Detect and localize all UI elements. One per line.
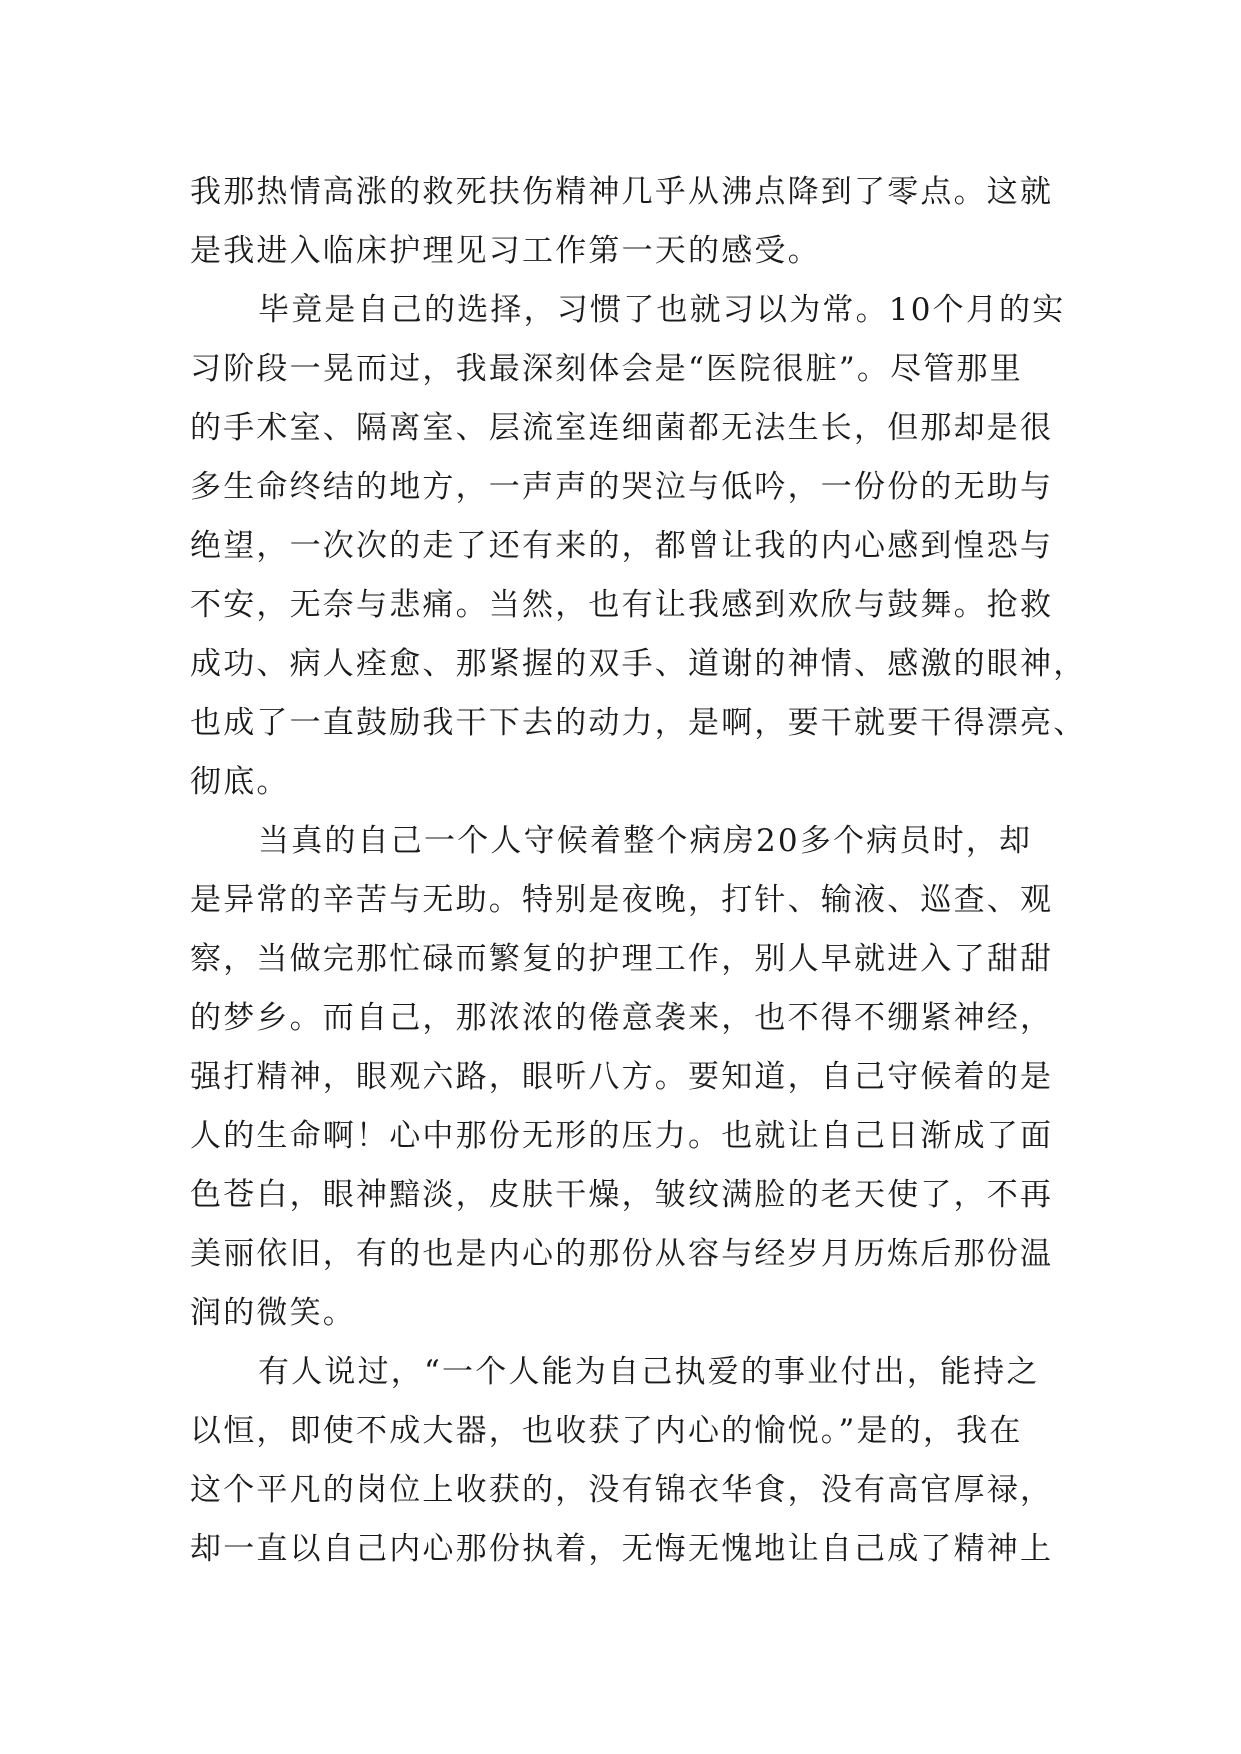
text-line: 是我进入临床护理见习工作第一天的感受。 bbox=[190, 233, 821, 269]
text-line: 毕竟是自己的选择，习惯了也就习以为常。10个月的实 bbox=[258, 292, 1066, 328]
text-line: 色苍白，眼神黯淡，皮肤干燥，皱纹满脸的老天使了，不再 bbox=[190, 1177, 1054, 1213]
text-line: 的梦乡。而自己，那浓浓的倦意袭来，也不得不绷紧神经， bbox=[190, 1000, 1054, 1036]
text-line: 润的微笑。 bbox=[190, 1295, 356, 1331]
text-line: 强打精神，眼观六路，眼听八方。要知道，自己守候着的是 bbox=[190, 1059, 1054, 1095]
text-line: 习阶段一晃而过，我最深刻体会是“医院很脏”。尽管那里 bbox=[190, 351, 1023, 387]
text-line: 彻底。 bbox=[190, 764, 290, 800]
text-line: 不安，无奈与悲痛。当然，也有让我感到欢欣与鼓舞。抢救 bbox=[190, 587, 1054, 623]
text-line: 有人说过，“一个人能为自己执爱的事业付出，能持之 bbox=[258, 1354, 1040, 1390]
text-line: 以恒，即使不成大器，也收获了内心的愉悦。”是的，我在 bbox=[190, 1413, 1023, 1449]
text-line: 是异常的辛苦与无助。特别是夜晚，打针、输液、巡查、观 bbox=[190, 882, 1054, 918]
text-line: 也成了一直鼓励我干下去的动力，是啊，要干就要干得漂亮、 bbox=[190, 705, 1087, 741]
text-line: 却一直以自己内心那份执着，无悔无愧地让自己成了精神上 bbox=[190, 1531, 1054, 1567]
text-line: 当真的自己一个人守候着整个病房20多个病员时，却 bbox=[258, 823, 1033, 859]
text-line: 这个平凡的岗位上收获的，没有锦衣华食，没有高官厚禄， bbox=[190, 1472, 1054, 1508]
text-line: 成功、病人痊愈、那紧握的双手、道谢的神情、感激的眼神， bbox=[190, 646, 1087, 682]
text-line: 人的生命啊！心中那份无形的压力。也就让自己日渐成了面 bbox=[190, 1118, 1054, 1154]
text-line: 绝望，一次次的走了还有来的，都曾让我的内心感到惶恐与 bbox=[190, 528, 1054, 564]
text-line: 多生命终结的地方，一声声的哭泣与低吟，一份份的无助与 bbox=[190, 469, 1054, 505]
text-line: 察，当做完那忙碌而繁复的护理工作，别人早就进入了甜甜 bbox=[190, 941, 1054, 977]
text-line: 我那热情高涨的救死扶伤精神几乎从沸点降到了零点。这就 bbox=[190, 174, 1054, 210]
text-line: 的手术室、隔离室、层流室连细菌都无法生长，但那却是很 bbox=[190, 410, 1054, 446]
body-text bbox=[190, 163, 1087, 1579]
text-line: 美丽依旧，有的也是内心的那份从容与经岁月历炼后那份温 bbox=[190, 1236, 1054, 1272]
